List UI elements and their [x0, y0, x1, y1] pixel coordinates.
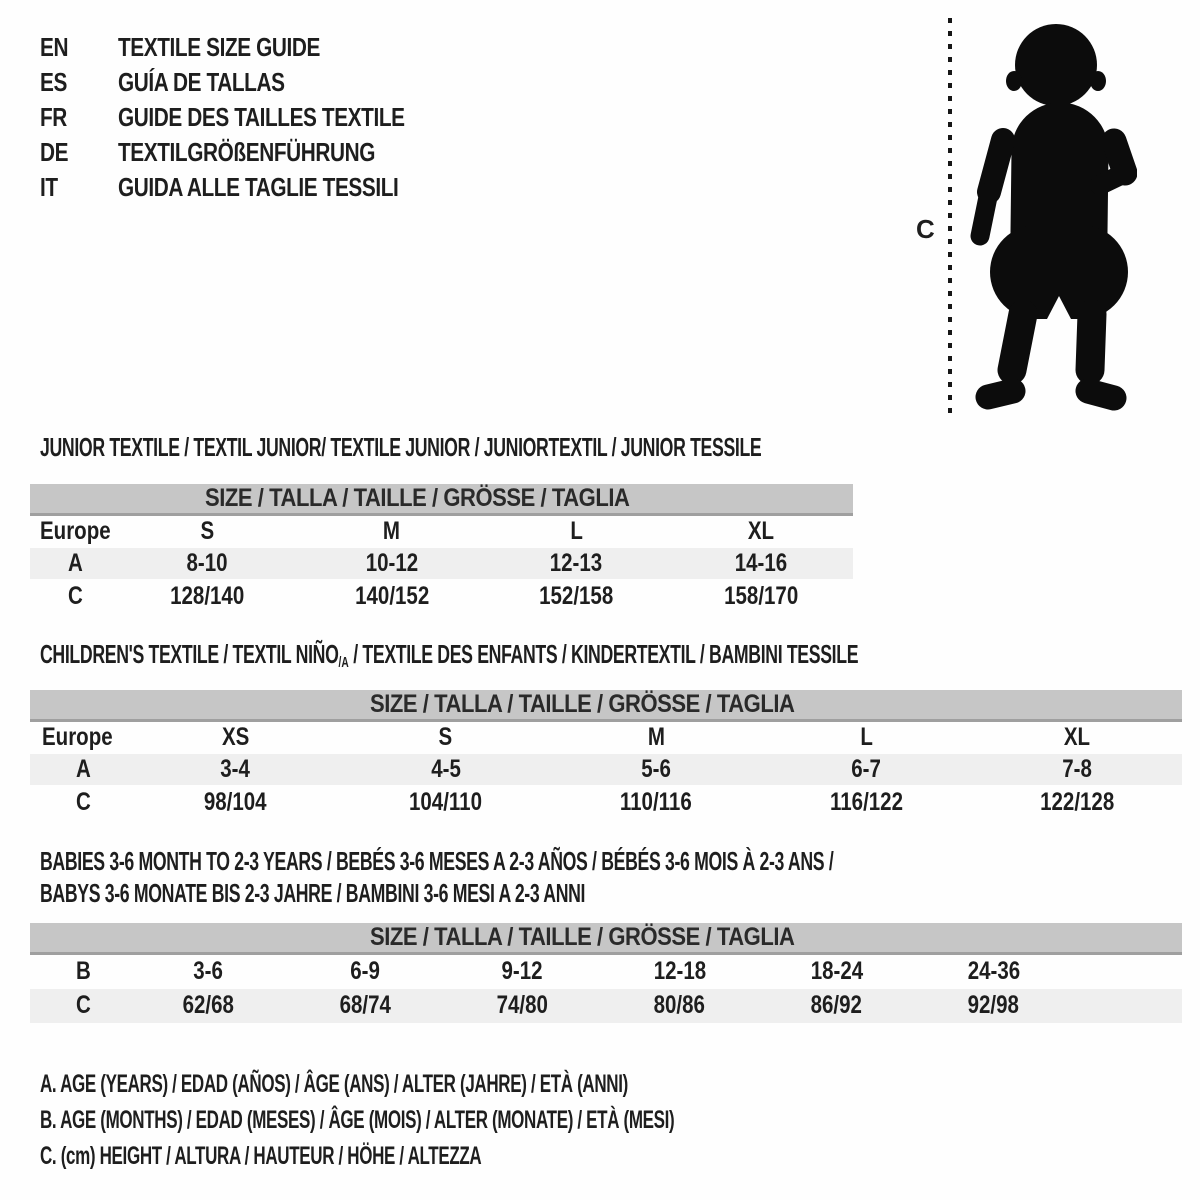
- legend-line-c: C. (cm) HEIGHT / ALTURA / HAUTEUR / HÖHE / ALTEZZA: [40, 1141, 482, 1170]
- row-label: C: [68, 581, 84, 610]
- value-cell: 62/68: [130, 989, 287, 1023]
- value-cell: 158/170: [723, 581, 798, 610]
- value-cell: 86/92: [758, 989, 915, 1023]
- table-row: [30, 548, 853, 579]
- value-cell: 9-12: [501, 957, 544, 986]
- babies-title-line1: BABIES 3-6 MONTH TO 2-3 YEARS / BEBÉS 3-6 MESES A 2-3 AÑOS / BÉBÉS 3-6 MOIS À 2-3 ANS /: [40, 846, 834, 876]
- list-item: [40, 170, 476, 205]
- table-row: [30, 515, 853, 548]
- value-cell: 10-12: [300, 548, 485, 579]
- value-cell: 74/80: [444, 989, 601, 1023]
- height-measure-dashed-line: [948, 18, 952, 416]
- row-label: B: [75, 957, 91, 986]
- value-cell: 110/116: [620, 787, 692, 816]
- size-cell: L: [860, 723, 873, 752]
- value-cell: 116/122: [829, 787, 903, 816]
- language-code: FR: [40, 102, 67, 132]
- size-header-bar: SIZE / TALLA / TAILLE / GRÖSSE / TAGLIA: [30, 690, 1182, 721]
- spacer-cell: [1072, 954, 1182, 989]
- size-cell: XL: [1063, 723, 1090, 752]
- row-label: C: [75, 787, 91, 816]
- height-marker-label: C: [916, 214, 935, 244]
- table-row: [30, 954, 1182, 989]
- value-cell: 98/104: [203, 787, 267, 816]
- value-cell: 68/74: [287, 989, 444, 1023]
- babies-section-title: [40, 845, 1200, 909]
- value-cell: 3-6: [193, 957, 224, 986]
- measurement-legend: [40, 1066, 973, 1174]
- junior-size-table: [30, 484, 853, 614]
- table-header-bar: [30, 484, 853, 515]
- value-cell: 24-36: [967, 957, 1020, 986]
- table-row: [30, 754, 1182, 785]
- list-item: [40, 100, 476, 135]
- language-title: GUIDA ALLE TAGLIE TESSILI: [118, 172, 399, 202]
- size-cell: S: [200, 517, 215, 546]
- value-cell: 14-16: [669, 548, 854, 579]
- language-title: TEXTILE SIZE GUIDE: [118, 32, 320, 62]
- value-cell: 152/158: [539, 581, 614, 610]
- language-code: EN: [40, 32, 69, 62]
- value-cell: 5-6: [551, 754, 761, 785]
- value-cell: 4-5: [340, 754, 550, 785]
- title-subscript: /A: [338, 654, 349, 671]
- value-cell: 140/152: [354, 581, 429, 610]
- value-cell: 12-13: [484, 548, 669, 579]
- children-section-title: CHILDREN'S TEXTILE / TEXTIL NIÑO/A / TEXTILE DES ENFANTS / KINDERTEXTIL / BAMBINI TESSILE: [40, 639, 859, 671]
- size-header-bar: SIZE / TALLA / TAILLE / GRÖSSE / TAGLIA: [30, 923, 1182, 954]
- size-cell: XL: [747, 517, 774, 546]
- row-label: C: [30, 989, 130, 1023]
- value-cell: 6-9: [350, 957, 381, 986]
- table-row: [30, 721, 1182, 754]
- size-cell: M: [383, 517, 401, 546]
- row-label: Europe: [41, 723, 113, 752]
- size-cell: M: [647, 723, 665, 752]
- junior-section-title: JUNIOR TEXTILE / TEXTIL JUNIOR/ TEXTILE JUNIOR / JUNIORTEXTIL / JUNIOR TESSILE: [40, 432, 762, 462]
- babies-size-table: [30, 923, 1182, 1023]
- value-cell: 122/128: [1039, 787, 1114, 816]
- value-cell: 3-4: [130, 754, 340, 785]
- row-label: A: [30, 754, 130, 785]
- row-label: A: [30, 548, 115, 579]
- legend-line-a: A. AGE (YEARS) / EDAD (AÑOS) / ÂGE (ANS) / ALTER (JAHRE) / ETÀ (ANNI): [40, 1069, 628, 1098]
- size-cell: XS: [221, 723, 249, 752]
- value-cell: 92/98: [915, 989, 1072, 1023]
- value-cell: 104/110: [409, 787, 483, 816]
- table-row: [30, 785, 1182, 820]
- list-item: [40, 135, 476, 170]
- language-code: DE: [40, 137, 69, 167]
- list-item: [40, 30, 476, 65]
- language-title: GUÍA DE TALLAS: [118, 67, 285, 97]
- spacer-cell: [1072, 989, 1182, 1023]
- size-header-bar: SIZE / TALLA / TAILLE / GRÖSSE / TAGLIA: [30, 484, 853, 515]
- value-cell: 7-8: [972, 754, 1182, 785]
- table-header-bar: [30, 923, 1182, 954]
- value-cell: 6-7: [761, 754, 971, 785]
- value-cell: 80/86: [601, 989, 758, 1023]
- row-label: Europe: [40, 517, 111, 546]
- table-row: [30, 989, 1182, 1023]
- legend-line-b: B. AGE (MONTHS) / EDAD (MESES) / ÂGE (MOIS) / ALTER (MONATE) / ETÀ (MESI): [40, 1105, 675, 1134]
- table-header-bar: [30, 690, 1182, 721]
- language-code: ES: [40, 67, 67, 97]
- value-cell: 128/140: [170, 581, 245, 610]
- children-size-table: [30, 690, 1182, 820]
- value-cell: 8-10: [115, 548, 300, 579]
- value-cell: 12-18: [653, 957, 706, 986]
- value-cell: 18-24: [810, 957, 863, 986]
- language-title: TEXTILGRÖßENFÜHRUNG: [118, 137, 376, 167]
- language-title-list: [40, 30, 476, 205]
- list-item: [40, 65, 476, 100]
- table-row: [30, 579, 853, 614]
- toddler-silhouette: [967, 20, 1137, 412]
- language-title: GUIDE DES TAILLES TEXTILE: [118, 102, 405, 132]
- babies-title-line2: BABYS 3-6 MONATE BIS 2-3 JAHRE / BAMBINI 3-6 MESI A 2-3 ANNI: [40, 878, 586, 908]
- language-code: IT: [40, 172, 58, 202]
- size-cell: L: [569, 517, 583, 546]
- size-cell: S: [438, 723, 453, 752]
